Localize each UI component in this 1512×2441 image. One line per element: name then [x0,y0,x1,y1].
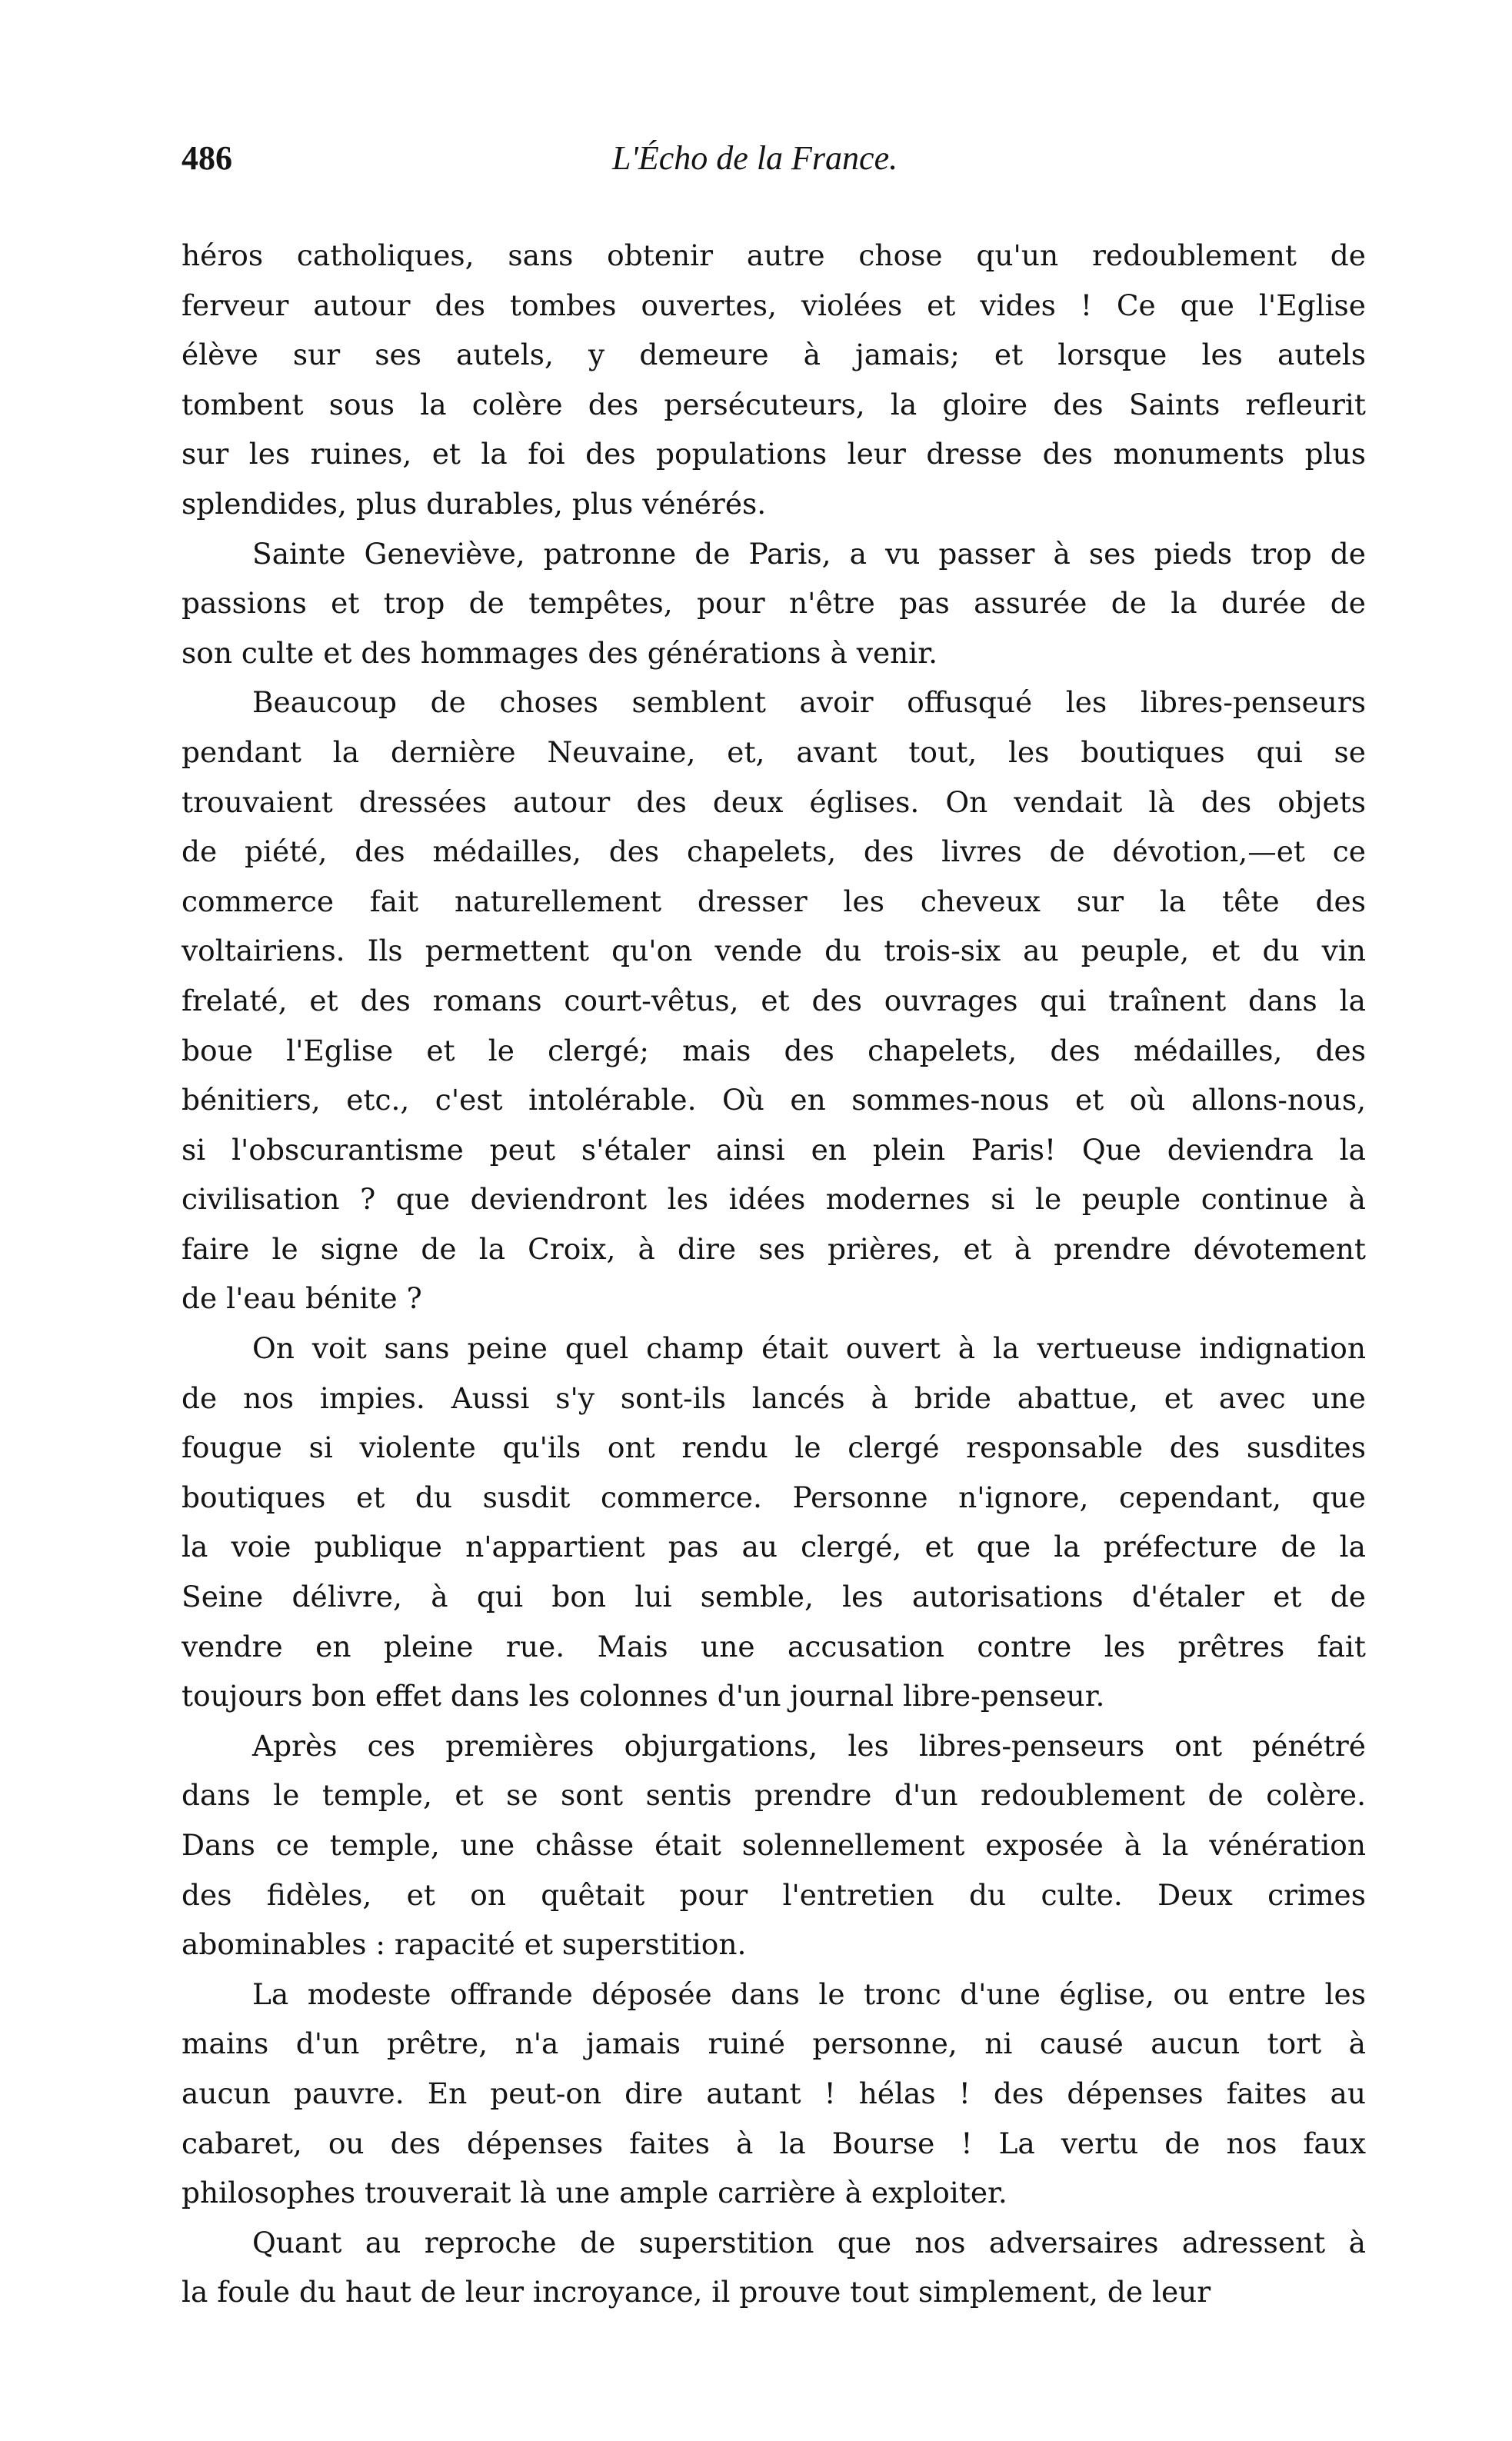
text-line: élève sur ses autels, y demeure à jamais; et lorsque les autels [182,338,1366,372]
text-line: boue l'Eglise et le clergé; mais des chapelets, des médailles, des [182,1033,1366,1067]
text-line: des fidèles, et on quêtait pour l'entretien du culte. Deux crimes [182,1877,1366,1912]
text-line: son culte et des hommages des générations à venir. [182,635,938,670]
paragraph [182,1970,1366,2218]
text-line: aucun pauvre. En peut-on dire autant ! hélas ! des dépenses faites au [182,2076,1366,2110]
text-line: trouvaient dressées autour des deux églises. On vendait là des objets [182,784,1366,819]
text-line: civilisation ? que deviendront les idées modernes si le peuple continue à [182,1182,1366,1217]
text-line: La modeste offrande déposée dans le tronc d'une église, ou entre les [252,1976,1366,2011]
text-line: Dans ce temple, une châsse était solennellement exposée à la vénération [182,1828,1366,1862]
text-line: abominables : rapacité et superstition. [182,1927,747,1962]
text-line: si l'obscurantisme peut s'étaler ainsi en plein Paris! Que deviendra la [182,1132,1366,1167]
text-line: la foule du haut de leur incroyance, il prouve tout simplement, de leur [182,2275,1211,2309]
paragraph [182,529,1366,678]
text-line: passions et trop de tempêtes, pour n'être pas assurée de la durée de [182,586,1366,621]
text-line: voltairiens. Ils permettent qu'on vende du trois-six au peuple, et du vin [182,934,1366,968]
text-line: mains d'un prêtre, n'a jamais ruiné personne, ni causé aucun tort à [182,2026,1366,2061]
text-line: toujours bon effet dans les colonnes d'un journal libre-penseur. [182,1679,1105,1713]
text-line: tombent sous la colère des persécuteurs, la gloire des Saints refleurit [182,387,1366,421]
text-line: Seine délivre, à qui bon lui semble, les autorisations d'étaler et de [182,1580,1366,1614]
paragraph [182,678,1366,1324]
text-line: Quant au reproche de superstition que nos adversaires adressent à [252,2225,1366,2260]
paragraph [182,1324,1366,1721]
text-line: dans le temple, et se sont sentis prendre d'un redoublement de colère. [182,1778,1366,1813]
text-line: commerce fait naturellement dresser les cheveux sur la tête des [182,884,1366,918]
page-number: 486 [182,139,232,177]
paragraph [182,1721,1366,1970]
text-line: splendides, plus durables, plus vénérés. [182,486,767,521]
text-line: de l'eau bénite ? [182,1281,422,1316]
text-line: bénitiers, etc., c'est intolérable. Où en sommes-nous et où allons-nous, [182,1083,1366,1117]
running-title: L'Écho de la France. [612,139,898,177]
text-line: boutiques et du susdit commerce. Personne n'ignore, cependant, que [182,1480,1366,1514]
text-line: fougue si violente qu'ils ont rendu le clergé responsable des susdites [182,1430,1366,1465]
text-line: frelaté, et des romans court-vêtus, et des ouvrages qui traînent dans la [182,983,1366,1017]
text-line: de nos impies. Aussi s'y sont-ils lancés à bride abattue, et avec une [182,1380,1366,1415]
paragraph [182,231,1366,529]
text-line: vendre en pleine rue. Mais une accusation contre les prêtres fait [182,1629,1366,1663]
text-line: Après ces premières objurgations, les libres-penseurs ont pénétré [252,1728,1366,1763]
text-line: faire le signe de la Croix, à dire ses prières, et à prendre dévotement [182,1231,1366,1266]
body-text [182,231,1366,2317]
page-header [182,138,1366,185]
text-line: ferveur autour des tombes ouvertes, violées et vides ! Ce que l'Eglise [182,288,1366,322]
text-line: la voie publique n'appartient pas au clergé, et que la préfecture de la [182,1530,1366,1564]
text-line: héros catholiques, sans obtenir autre chose qu'un redoublement de [182,238,1366,272]
text-line: cabaret, ou des dépenses faites à la Bourse ! La vertu de nos faux [182,2126,1366,2160]
text-line: Beaucoup de choses semblent avoir offusqué les libres-penseurs [252,685,1366,720]
text-line: sur les ruines, et la foi des populations leur dresse des monuments plus [182,437,1366,471]
text-line: de piété, des médailles, des chapelets, des livres de dévotion,—et ce [182,834,1366,869]
text-line: philosophes trouverait là une ample carrière à exploiter. [182,2176,1007,2210]
paragraph [182,2218,1366,2317]
text-line: Sainte Geneviève, patronne de Paris, a vu passer à ses pieds trop de [252,536,1366,571]
text-line: On voit sans peine quel champ était ouvert à la vertueuse indignation [252,1331,1366,1366]
text-line: pendant la dernière Neuvaine, et, avant tout, les boutiques qui se [182,734,1366,769]
